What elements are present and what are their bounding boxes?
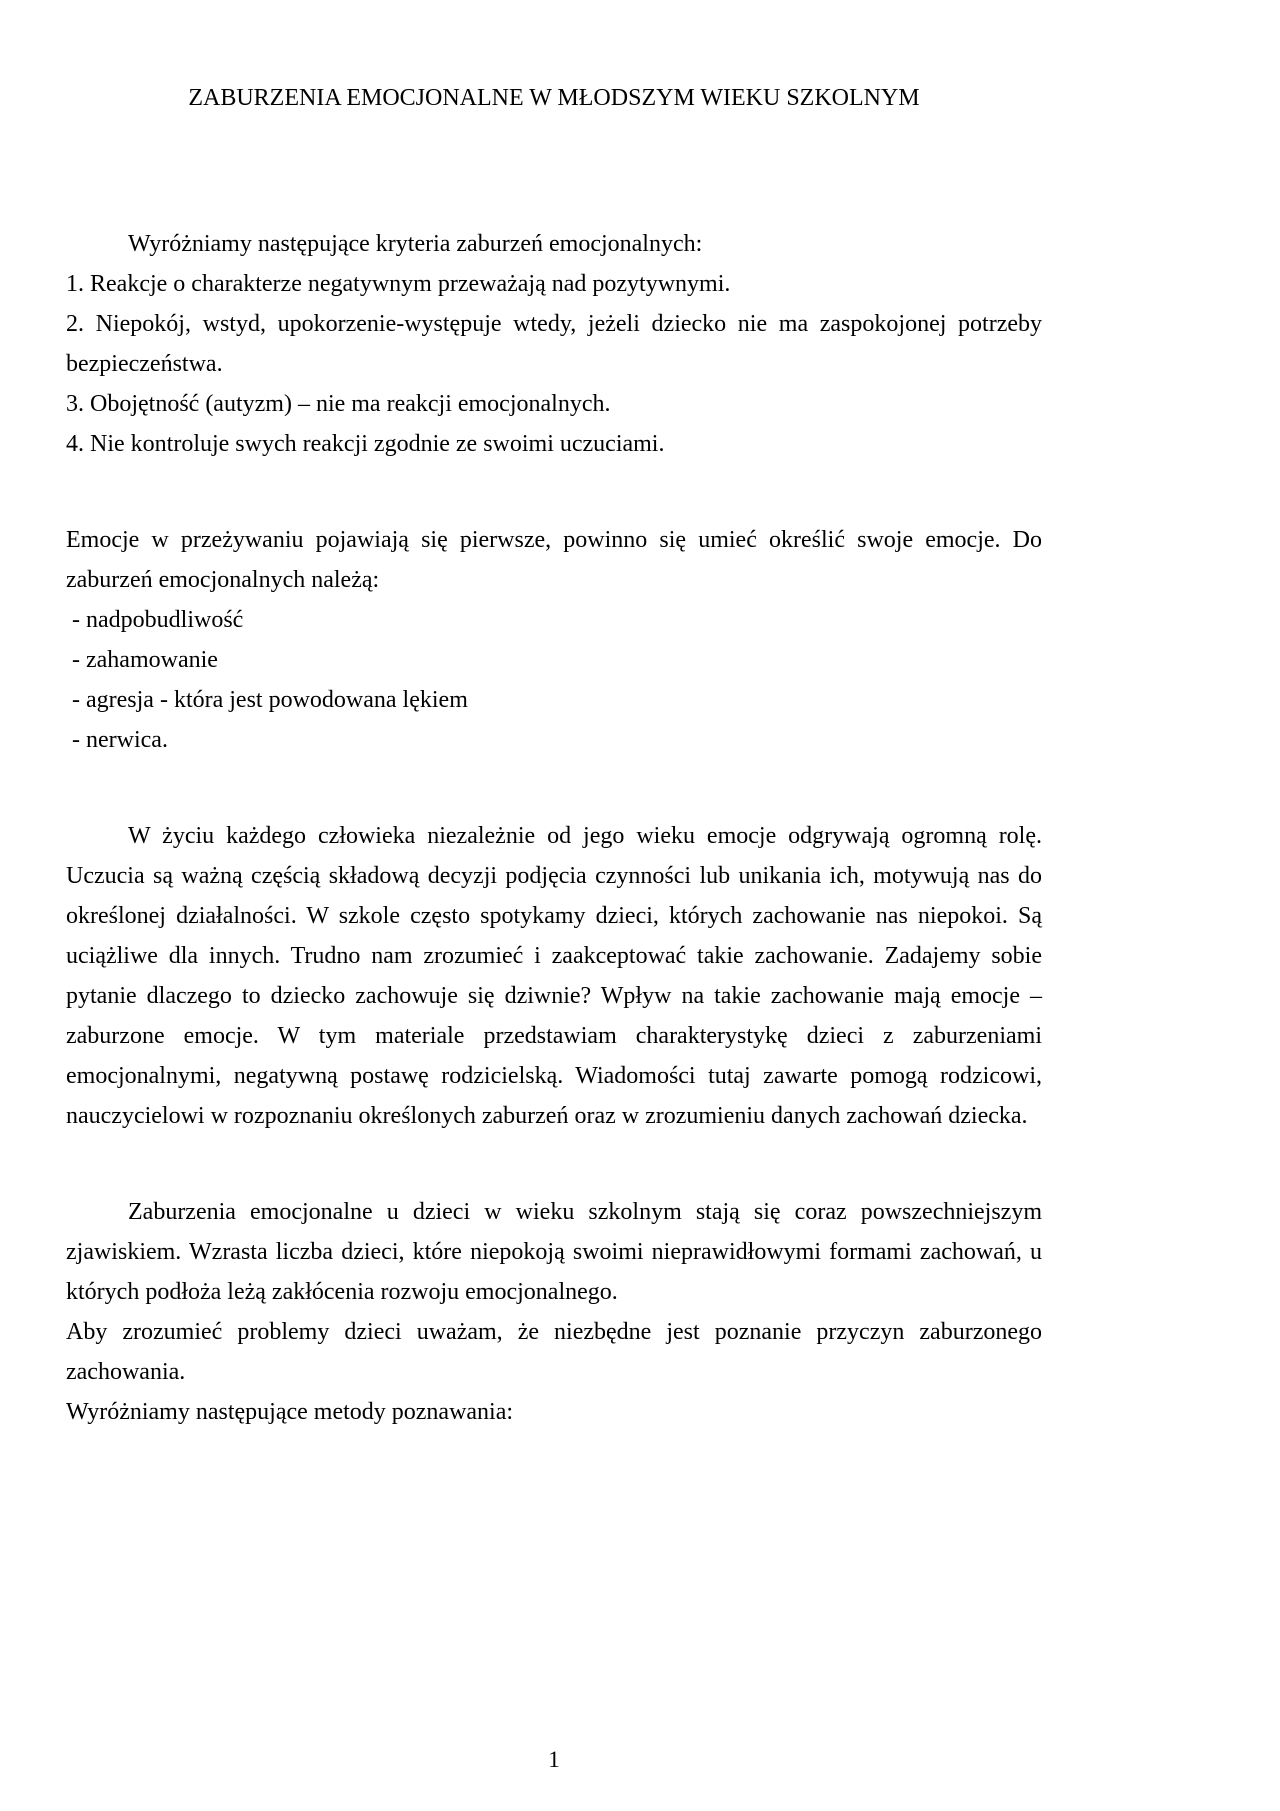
criteria-item-3: 3. Obojętność (autyzm) – nie ma reakcji emocjonalnych.: [66, 391, 611, 417]
paragraph-methods: Wyróżniamy następujące metody poznawania:: [66, 1399, 514, 1425]
page-number: 1: [548, 1747, 560, 1772]
criteria-item-1: 1. Reakcje o charakterze negatywnym przeważają nad pozytywnymi.: [66, 271, 731, 297]
paragraph-understanding: Aby zrozumieć problemy dzieci uważam, że niezbędne jest poznanie przyczyn zaburzonego zachowania.: [66, 1319, 1042, 1385]
document-title: ZABURZENIA EMOCJONALNE W MŁODSZYM WIEKU SZKOLNYM: [188, 85, 920, 111]
paragraph-emotions: Emocje w przeżywaniu pojawiają się pierwsze, powinno się umieć określić swoje emocje. Do zaburzeń emocjonalnych należą:: [66, 527, 1042, 593]
disorder-item-2: - zahamowanie: [72, 647, 218, 673]
paragraph-school: Zaburzenia emocjonalne u dzieci w wieku szkolnym stają się coraz powszechniejszym zjawiskiem. Wzrasta liczba dzieci, które niepokoją swoimi nieprawidłowymi formami zachowań, u których podłoża leżą zakłócenia rozwoju emocjonalnego.: [66, 1199, 1042, 1305]
criteria-item-2: 2. Niepokój, wstyd, upokorzenie-występuje wtedy, jeżeli dziecko nie ma zaspokojonej potrzeby bezpieczeństwa.: [66, 311, 1042, 377]
disorder-item-3: - agresja - która jest powodowana lękiem: [72, 687, 468, 713]
disorder-item-4: - nerwica.: [72, 727, 168, 753]
paragraph-intro: Wyróżniamy następujące kryteria zaburzeń emocjonalnych:: [128, 231, 703, 257]
disorder-item-1: - nadpobudliwość: [72, 607, 244, 633]
paragraph-life: W życiu każdego człowieka niezależnie od jego wieku emocje odgrywają ogromną rolę. Uczucia są ważną częścią składową decyzji podjęcia czynności lub unikania ich, motywują nas do określonej działalności. W szkole często spotykamy dzieci, których zachowanie nas niepokoi. Są uciążliwe dla innych. Trudno nam zrozumieć i zaakceptować takie zachowanie. Zadajemy sobie pytanie dlaczego to dziecko zachowuje się dziwnie? Wpływ na takie zachowanie mają emocje – zaburzone emocje. W tym materiale przedstawiam charakterystykę dzieci z zaburzeniami emocjonalnymi, negatywną postawę rodzicielską. Wiadomości tutaj zawarte pomogą rodzicowi, nauczycielowi w rozpoznaniu określonych zaburzeń oraz w zrozumieniu danych zachowań dziecka.: [66, 823, 1042, 1129]
criteria-item-4: 4. Nie kontroluje swych reakcji zgodnie ze swoimi uczuciami.: [66, 431, 665, 457]
